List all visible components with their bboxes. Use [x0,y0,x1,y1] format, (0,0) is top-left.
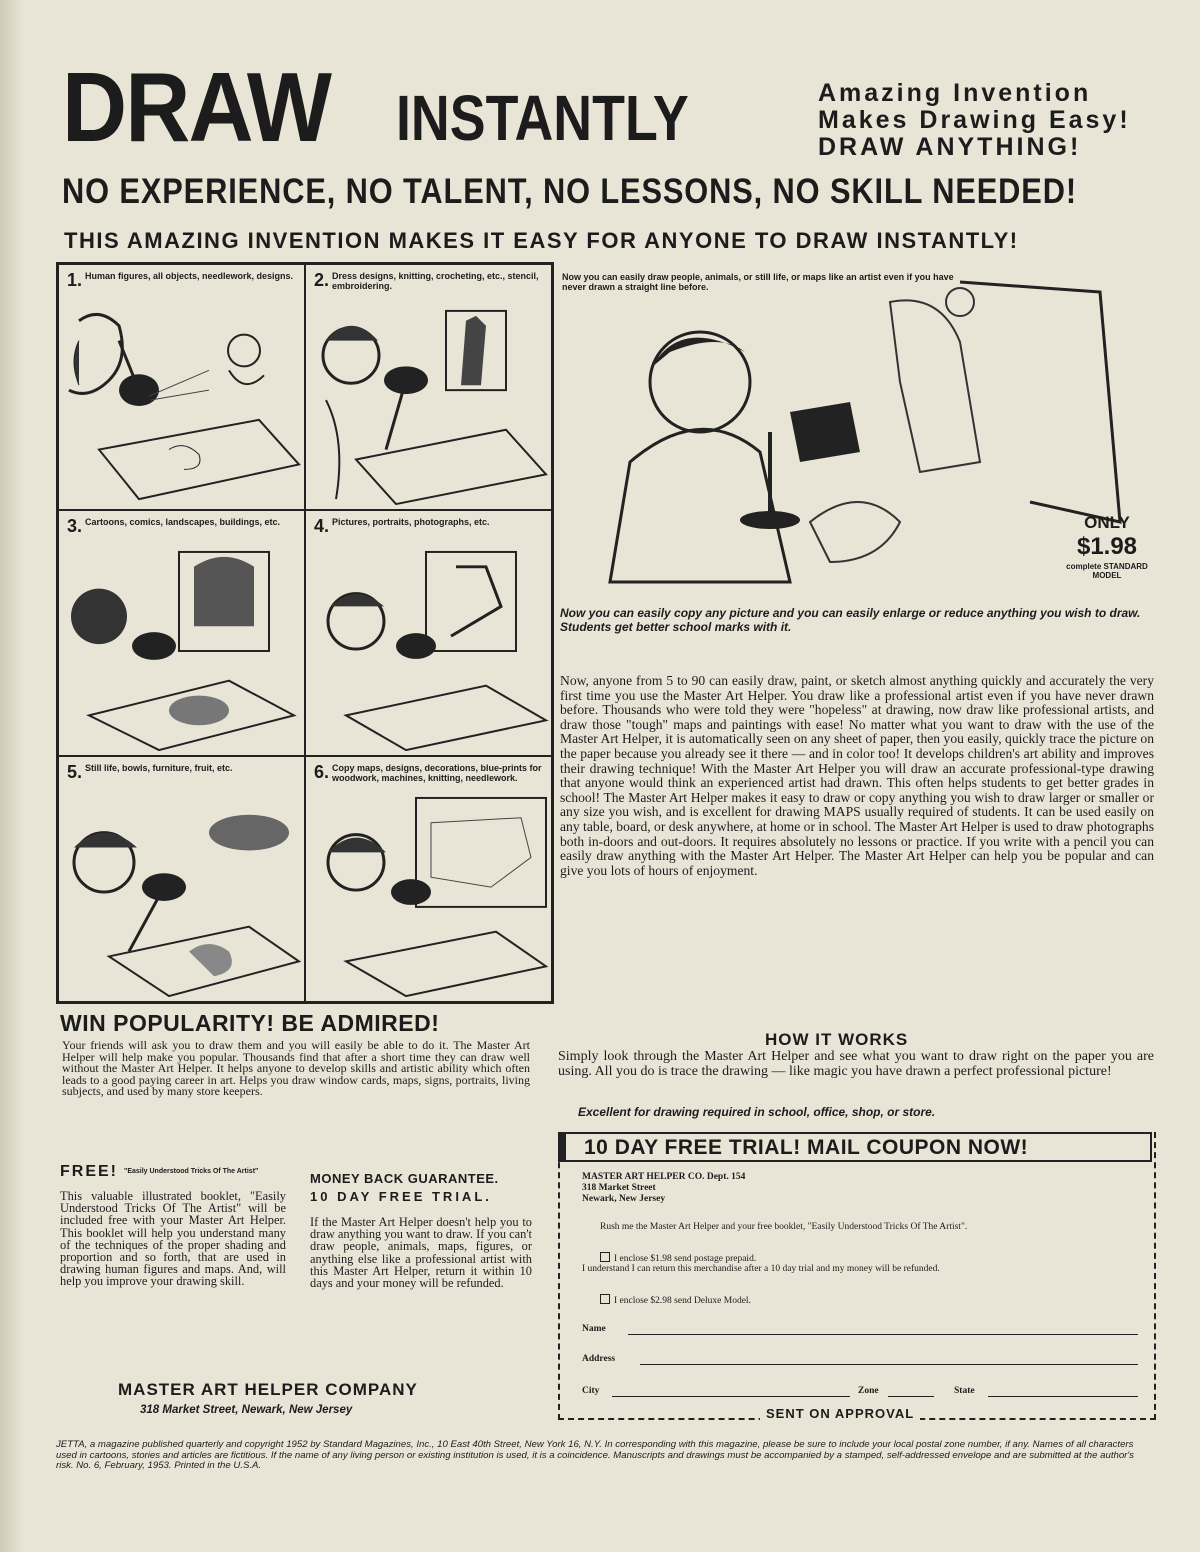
main-body-text: Now, anyone from 5 to 90 can easily draw, paint, or sketch almost anything quickly and accurately the very first time you use the Master Art Helper. You draw like a professional artist even if you have never drawn before. Thousands who were told they were "hopeless" at drawing, now draw like professional artists, and draw those "tough" maps and paintings with ease! No matter what you want to draw with the use of the Master Art Helper, it is automatically seen on any sheet of paper, then you easily, quickly trace the picture on the paper because you already see it there — and in color too! It develops children's art ability and improves their drawing technique! With the Master Art Helper you will draw an accurate professional-type drawing that anyone would think an experienced artist had drawn. This often helps students to get better grades in school! The Master Art Helper makes it easy to draw or copy anything you wish to draw larger or smaller or any size you wish, and is excellent for drawing MAPS usually required of students. It can be used easily on any table, board, or desk anywhere, at home or in school. The Master Art Helper is used to draw photographs both in-doors and out-doors. It requires absolutely no lessons or practice. If you write with a pencil you can easily draw anything with the Master Art Helper. The Master Art Helper can help you be popular and can give you lots of hours of enjoyment. [560,673,1154,878]
popularity-heading: WIN POPULARITY! BE ADMIRED! [60,1010,440,1036]
company-address: 318 Market Street, Newark, New Jersey [140,1404,353,1416]
address-field[interactable] [640,1364,1138,1365]
panel-1 [58,264,305,510]
panel-number: 5. [67,762,83,782]
guarantee-heading: MONEY BACK GUARANTEE. [310,1171,499,1186]
free-booklet-block [60,1163,286,1289]
booklet-title: "Easily Understood Tricks Of The Artist" [124,1168,259,1175]
address-label: Address [582,1354,616,1364]
coupon-address-line-2: 318 Market Street [582,1183,656,1193]
no-experience-banner: NO EXPERIENCE, NO TALENT, NO LESSONS, NO SKILL NEEDED! [62,172,1077,211]
company-name: MASTER ART HELPER COMPANY [118,1380,418,1399]
panel-2 [305,264,552,510]
coupon-rush-text: Rush me the Master Art Helper and your free booklet, "Easily Understood Tricks Of The Artist". [600,1222,968,1232]
how-it-works-heading: HOW IT WORKS [765,1030,909,1049]
coupon-address-line-3: Newark, New Jersey [582,1194,666,1204]
panel-caption: Copy maps, designs, decorations, blue-prints for woodwork, machines, knitting, needlework. [332,763,542,783]
option-2-checkbox[interactable] [600,1294,610,1304]
sent-on-approval: SENT ON APPROVAL [760,1406,920,1421]
guarantee-text: If the Master Art Helper doesn't help you to draw anything you want to draw. If you can't draw people, animals, maps, figures, or anything else like a professional artist with this Master Art Helper, return it within 10 days and your money will be refunded. [310,1215,532,1291]
panel-3 [58,510,305,756]
option-2-label: I enclose $2.98 send Deluxe Model. [614,1296,751,1306]
panel-illustration [59,547,304,755]
name-label: Name [582,1324,606,1334]
panel-number: 3. [67,516,83,536]
panel-number: 6. [314,762,330,782]
panel-5 [58,756,305,1002]
free-text: This valuable illustrated booklet, "Easily Understood Tricks Of The Artist" will be included free with your Master Art Helper. This booklet will help you understand many of the techniques of the proper shading and proportion and so forth, that are used in drawing human figures and maps. And, will help you improve your drawing skill. [60,1189,286,1289]
guarantee-subheading: 10 DAY FREE TRIAL. [310,1189,492,1204]
popularity-text: Your friends will ask you to draw them and you will easily be able to do it. The Master Art Helper will help make you popular. Thousands find that after a short time they can draw well without the Master Art Helper. It helps anyone to develop skills and artistic ability which often leads to a good paying career in art. Helps you draw window cards, maps, signs, portraits, living subjects, and used by many store keepers. [62,1038,530,1098]
coupon-address-line-1: MASTER ART HELPER CO. Dept. 154 [582,1172,746,1182]
panel-caption: Dress designs, knitting, crocheting, etc., stencil, embroidering. [332,271,539,291]
price-only: ONLY [1084,513,1130,532]
city-field[interactable] [612,1396,850,1397]
option-1-checkbox[interactable] [600,1252,610,1262]
excellent-line: Excellent for drawing required in school, office, shop, or store. [578,1105,936,1119]
name-field[interactable] [628,1334,1138,1335]
guarantee-block [310,1170,532,1289]
price-tag [1062,514,1152,580]
illustration-caption: Now you can easily draw people, animals, or still life, or maps like an artist even if you have never drawn a straight line before. [562,272,954,292]
panel-caption: Human figures, all objects, needlework, designs. [85,271,294,281]
zone-field[interactable] [888,1396,934,1397]
panel-number: 2. [314,270,330,290]
city-label: City [582,1386,600,1396]
panel-illustration [59,301,304,509]
panel-caption: Cartoons, comics, landscapes, buildings, etc. [85,517,281,527]
option-1-label: I enclose $1.98 send postage prepaid. [614,1254,757,1264]
panel-illustration [306,301,551,509]
free-heading: FREE! [60,1163,118,1180]
panel-number: 1. [67,270,83,290]
panel-4 [305,510,552,756]
publication-footer: JETTA, a magazine published quarterly and copyright 1952 by Standard Magazines, Inc., 10 East 40th Street, New York 16, N.Y. In corresponding with this magazine, please be sure to include your local postal zone number, if any. Names of all characters used in cartoons, stories and articles are fictitious. If the name of any living person or existing institution is used, it is a coincidence. Manuscripts and drawings must be accompanied by a stamped, self-addressed envelope and are submitted at the author's risk. No. 6, February, 1953. Printed in the U.S.A. [56,1439,1134,1472]
panel-caption: Pictures, portraits, photographs, etc. [332,517,490,527]
coupon-heading: 10 DAY FREE TRIAL! MAIL COUPON NOW! [558,1132,1152,1162]
tagline-line-2: Makes Drawing Easy! [818,106,1131,134]
how-it-works-text: Simply look through the Master Art Helper and see what you want to draw right on the paper you are using. All you do is trace the drawing — like magic you have drawn a perfect professional picture! [558,1049,1154,1079]
panel-grid [56,262,554,1004]
state-label: State [954,1386,975,1396]
panel-caption: Still life, bowls, furniture, fruit, etc. [85,763,233,773]
headline-draw: DRAW [62,52,331,162]
panel-illustration [306,793,551,1001]
state-field[interactable] [988,1396,1138,1397]
subhead: THIS AMAZING INVENTION MAKES IT EASY FOR ANYONE TO DRAW INSTANTLY! [64,228,1019,253]
copy-caption: Now you can easily copy any picture and you can easily enlarge or reduce anything you wish to draw. Students get better school marks with it. [560,606,1141,634]
price-note: complete STANDARD MODEL [1066,562,1148,580]
coupon-refund-text: I understand I can return this merchandise after a 10 day trial and my money will be refunded. [582,1264,940,1274]
panel-illustration [59,793,304,1001]
tagline-line-3: DRAW ANYTHING! [818,133,1082,161]
panel-6 [305,756,552,1002]
tagline-line-1: Amazing Invention [818,79,1092,107]
panel-illustration [306,547,551,755]
tagline-block [818,80,1158,161]
zone-label: Zone [858,1386,879,1396]
price-amount: $1.98 [1076,533,1138,560]
headline-instantly: INSTANTLY [396,82,689,154]
panel-number: 4. [314,516,330,536]
mail-coupon [558,1132,1156,1420]
